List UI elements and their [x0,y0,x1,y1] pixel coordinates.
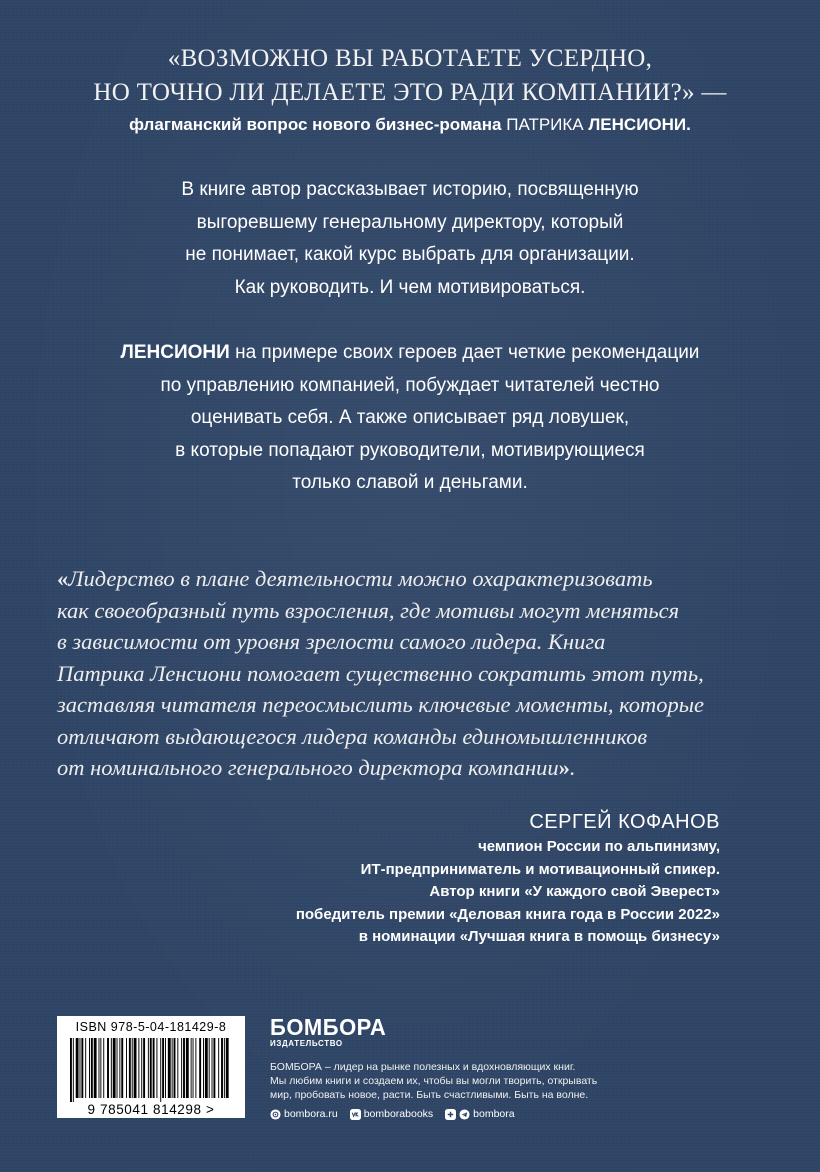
publisher-text-line: мир, пробовать новое, расти. Быть счастливыми. Быть на волне. [270,1089,589,1101]
publisher-text-line: БОМБОРА – лидер на рынке полезных и вдохновляющих книг. [270,1061,576,1073]
para1-line: не понимает, какой курс выбрать для организации. [185,244,635,265]
quote-close-mark: » [558,755,570,780]
publisher-description [270,1060,630,1102]
quote-line-7: от номинального генерального директора компании [57,755,559,780]
publisher-logo-subtitle: ИЗДАТЕЛЬСТВО [270,1039,343,1048]
endorser-credential: победитель премии «Деловая книга года в России 2022» [295,905,720,923]
social-label: bombora [473,1108,515,1120]
quote-line: заставляя читателя переосмыслить ключевые моменты, которые [57,692,704,717]
endorser-credential: чемпион России по альпинизму, [478,838,720,855]
para2-author-name: ЛЕНСИОНИ [120,342,230,363]
endorsement-quote [57,563,777,784]
description-paragraph-1 [0,174,820,304]
para1-line: выгоревшему генеральному директору, который [196,211,624,233]
publisher-text-line: Мы любим книги и создаем их, чтобы вы могли творить, открывать [270,1075,598,1087]
vk-icon [350,1109,361,1120]
para2-line: оценивать себя. А также описывает ряд ловушек, [190,407,630,428]
isbn-label: ISBN 978-5-04-181429-8 [75,1020,227,1034]
plus-icon [445,1109,456,1120]
quote-line [57,563,777,595]
social-label: bombora.ru [284,1108,338,1120]
quote-line [57,752,777,784]
endorser-signature [296,808,720,949]
quote-line: как своеобразный путь взросления, где мотивы могут меняться [57,597,680,623]
hero-quote-block [0,42,820,138]
hero-subtitle-suffix: . [686,115,691,134]
para2-line: по управлению компанией, побуждает читателей честно [160,374,660,396]
author-first-name: ПАТРИКА [506,115,584,134]
para1-line: Как руководить. И чем мотивироваться. [234,276,586,298]
para1-line: В книге автор рассказывает историю, посвященную [181,179,639,200]
social-website[interactable] [270,1108,338,1120]
barcode-block [57,1016,245,1118]
quote-line: в зависимости от уровня зрелости самого лидера. Книга [57,629,606,654]
publisher-logo: БОМБОРА [270,1013,387,1041]
quote-line: Патрика Ленсиони помогает существенно сократить этот путь, [57,660,704,686]
globe-icon [270,1109,281,1120]
barcode-digits: 9 785041 814298 > [87,1102,215,1117]
description-paragraph-2 [0,337,820,500]
hero-line-1: «ВОЗМОЖНО ВЫ РАБОТАЕТЕ УСЕРДНО, [167,45,653,72]
barcode-bars [70,1038,232,1102]
social-vk[interactable] [350,1108,433,1120]
para2-line [0,337,820,370]
hero-subtitle-prefix: флагманский вопрос нового бизнес-романа [129,115,502,134]
endorser-credential: в номинации «Лучшая книга в помощь бизнесу» [358,928,720,945]
publisher-socials [270,1108,630,1120]
social-label: bomborabooks [363,1108,434,1120]
social-telegram[interactable] [445,1108,514,1120]
author-last-name: ЛЕНСИОНИ [588,115,687,134]
para2-line: только славой и деньгами. [292,472,528,493]
quote-end-dot: . [569,755,576,780]
publisher-block [270,1013,630,1120]
endorser-credential: Автор книги «У каждого свой Эверест» [429,883,720,900]
hero-line-2: НО ТОЧНО ЛИ ДЕЛАЕТЕ ЭТО РАДИ КОМПАНИИ?» — [93,79,727,106]
hero-subtitle [0,112,820,138]
quote-open-mark: « [57,566,69,591]
quote-line-1: Лидерство в плане деятельности можно охарактеризовать [68,566,653,591]
para2-line1-rest: на примере своих героев дает четкие рекомендации [229,342,700,363]
para2-line: в которые попадают руководители, мотивирующиеся [175,439,645,461]
quote-line: отличают выдающегося лидера команды единомышленников [57,723,648,749]
endorser-name: СЕРГЕЙ КОФАНОВ [529,811,720,833]
telegram-icon [459,1109,470,1120]
endorser-credential: ИТ-предприниматель и мотивационный спикер. [360,860,720,878]
